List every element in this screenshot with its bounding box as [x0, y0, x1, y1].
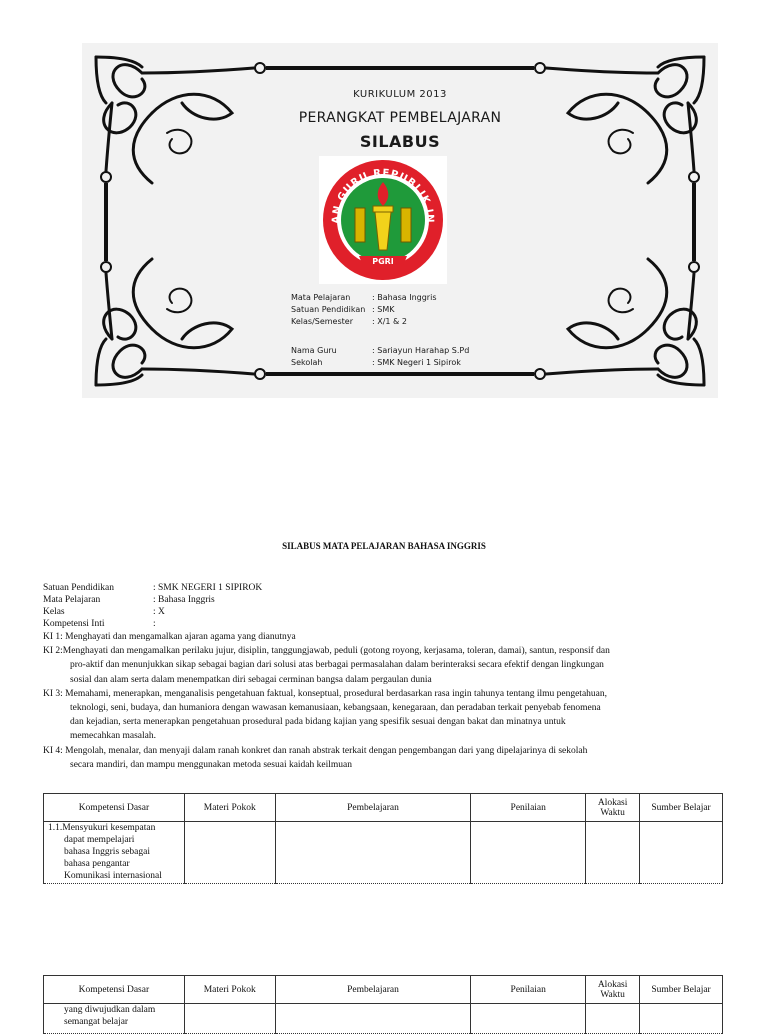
header-sumber-belajar: Sumber Belajar	[640, 794, 723, 822]
info-value: : SMK	[372, 305, 395, 314]
header-waktu-line: Waktu	[600, 807, 625, 818]
header-alokasi-waktu	[586, 976, 640, 1004]
header-penilaian: Penilaian	[471, 794, 586, 822]
meta-row	[43, 582, 262, 594]
syllabus-table	[43, 793, 723, 884]
header-materi-pokok: Materi Pokok	[184, 976, 275, 1004]
pgri-logo	[319, 156, 447, 284]
ki-3: KI 3: Memahami, menerapkan, menganalisis pengetahuan faktual, konseptual, prosedural berdasarkan rasa ingin tahunya tentang ilmu pengetahuan,	[43, 688, 608, 699]
ki-3-cont: teknologi, seni, budaya, dan humaniora dengan wawasan kemanusiaan, kebangsaan, kenegaraan, dan peradaban terkait penyebab fenomena	[70, 703, 601, 714]
kd-line: semangat belajar	[64, 1017, 129, 1027]
header-materi-pokok: Materi Pokok	[184, 794, 275, 822]
header-alokasi-line: Alokasi	[597, 979, 628, 990]
meta-value: :	[153, 619, 156, 629]
pgri-emblem-icon	[319, 156, 447, 284]
info-row	[291, 292, 436, 304]
svg-text:PERSATUAN GURU REPUBLIK INDONE: AN GURU REPUBLIK IN	[330, 167, 436, 224]
meta-label: Kelas	[43, 607, 65, 617]
cover-subtitle: PERANGKAT PEMBELAJARAN	[298, 110, 502, 126]
document-meta	[43, 582, 262, 630]
table-row	[44, 1004, 723, 1034]
kompetensi-inti	[43, 630, 733, 772]
cover-info-teacher	[291, 345, 469, 369]
kd-line: Komunikasi internasional	[64, 871, 162, 881]
sumber-cell	[640, 1004, 723, 1034]
header-alokasi-waktu	[586, 794, 640, 822]
meta-label: Mata Pelajaran	[43, 595, 101, 605]
header-kompetensi-dasar: Kompetensi Dasar	[44, 976, 185, 1004]
meta-row	[43, 606, 262, 618]
ki-3-cont: dan kejadian, serta menerapkan pengetahuan prosedural pada bidang kajian yang spesifik sesuai dengan bakat dan minatnya untuk	[70, 717, 566, 728]
syllabus-table-continued	[43, 975, 723, 1034]
info-label: Mata Pelajaran	[291, 293, 351, 302]
kd-line: yang diwujudkan dalam	[64, 1005, 156, 1015]
ki-2-cont: sosial dan alam serta dalam menempatkan diri sebagai cerminan bangsa dalam pergaulan dunia	[70, 674, 432, 685]
info-row	[291, 345, 469, 357]
kd-line: bahasa pengantar	[64, 859, 130, 869]
meta-row	[43, 594, 262, 606]
penilaian-cell	[471, 822, 586, 884]
kd-cell	[44, 1004, 185, 1034]
info-value: : X/1 & 2	[372, 317, 407, 326]
info-label: Kelas/Semester	[291, 317, 353, 326]
cover-title: SILABUS	[359, 132, 441, 151]
kd-line: bahasa Inggris sebagai	[64, 847, 150, 857]
ki-2-cont: pro-aktif dan menunjukkan sikap sebagai bagian dari solusi atas berbagai permasalahan dalam berinteraksi secara efektif dengan lingkungan	[70, 660, 604, 671]
table-header-row	[44, 794, 723, 822]
info-row	[291, 304, 436, 316]
materi-cell	[184, 1004, 275, 1034]
info-label: Satuan Pendidikan	[291, 305, 366, 314]
kd-line: dapat mempelajari	[64, 835, 135, 845]
meta-label: Kompetensi Inti	[43, 619, 105, 629]
table-header-row	[44, 976, 723, 1004]
cover-info	[291, 292, 436, 328]
table-row	[44, 822, 723, 884]
header-pembelajaran: Pembelajaran	[275, 794, 471, 822]
materi-cell	[184, 822, 275, 884]
ki-4-cont: secara mandiri, dan mampu menggunakan metoda sesuai kaidah keilmuan	[70, 759, 353, 770]
kd-number: 1.1.	[48, 823, 63, 833]
ki-3-cont: memecahkan masalah.	[70, 731, 156, 742]
header-kompetensi-dasar: Kompetensi Dasar	[44, 794, 185, 822]
info-value: : Bahasa Inggris	[372, 293, 437, 302]
curriculum-label: KURIKULUM 2013	[353, 89, 447, 100]
kd-cell	[44, 822, 185, 884]
pembelajaran-cell	[275, 822, 471, 884]
ki-2: KI 2:Menghayati dan mengamalkan perilaku jujur, disiplin, tanggungjawab, peduli (gotong royong, kerjasama, toleran, damai), santun, responsif dan	[43, 646, 610, 657]
header-penilaian: Penilaian	[471, 976, 586, 1004]
header-alokasi-line: Alokasi	[597, 797, 628, 808]
pembelajaran-cell	[275, 1004, 471, 1034]
meta-row	[43, 618, 262, 630]
meta-value: : X	[153, 607, 165, 617]
header-sumber-belajar: Sumber Belajar	[640, 976, 723, 1004]
meta-label: Satuan Pendidikan	[43, 583, 114, 593]
info-value: : SMK Negeri 1 Sipirok	[372, 358, 461, 367]
info-row	[291, 316, 436, 328]
document-title: SILABUS MATA PELAJARAN BAHASA INGGRIS	[282, 541, 486, 551]
info-row	[291, 357, 469, 369]
info-value: : Sariayun Harahap S.Pd	[372, 346, 470, 355]
alokasi-cell	[586, 1004, 640, 1034]
meta-value: : SMK NEGERI 1 SIPIROK	[153, 583, 263, 593]
ki-1: KI 1: Menghayati dan mengamalkan ajaran agama yang dianutnya	[43, 632, 296, 642]
logo-ribbon-text: PGRI	[372, 257, 394, 266]
alokasi-cell	[586, 822, 640, 884]
header-pembelajaran: Pembelajaran	[275, 976, 471, 1004]
meta-value: : Bahasa Inggris	[153, 595, 215, 605]
ki-4: KI 4: Mengolah, menalar, dan menyaji dalam ranah konkret dan ranah abstrak terkait dengan pengembangan dari yang dipelajarinya di sekolah	[43, 745, 588, 756]
kd-line: Mensyukuri kesempatan	[62, 823, 156, 833]
info-label: Sekolah	[291, 358, 323, 367]
penilaian-cell	[471, 1004, 586, 1034]
sumber-cell	[640, 822, 723, 884]
info-label: Nama Guru	[291, 346, 337, 355]
cover-page	[82, 43, 718, 398]
header-waktu-line: Waktu	[600, 989, 625, 1000]
